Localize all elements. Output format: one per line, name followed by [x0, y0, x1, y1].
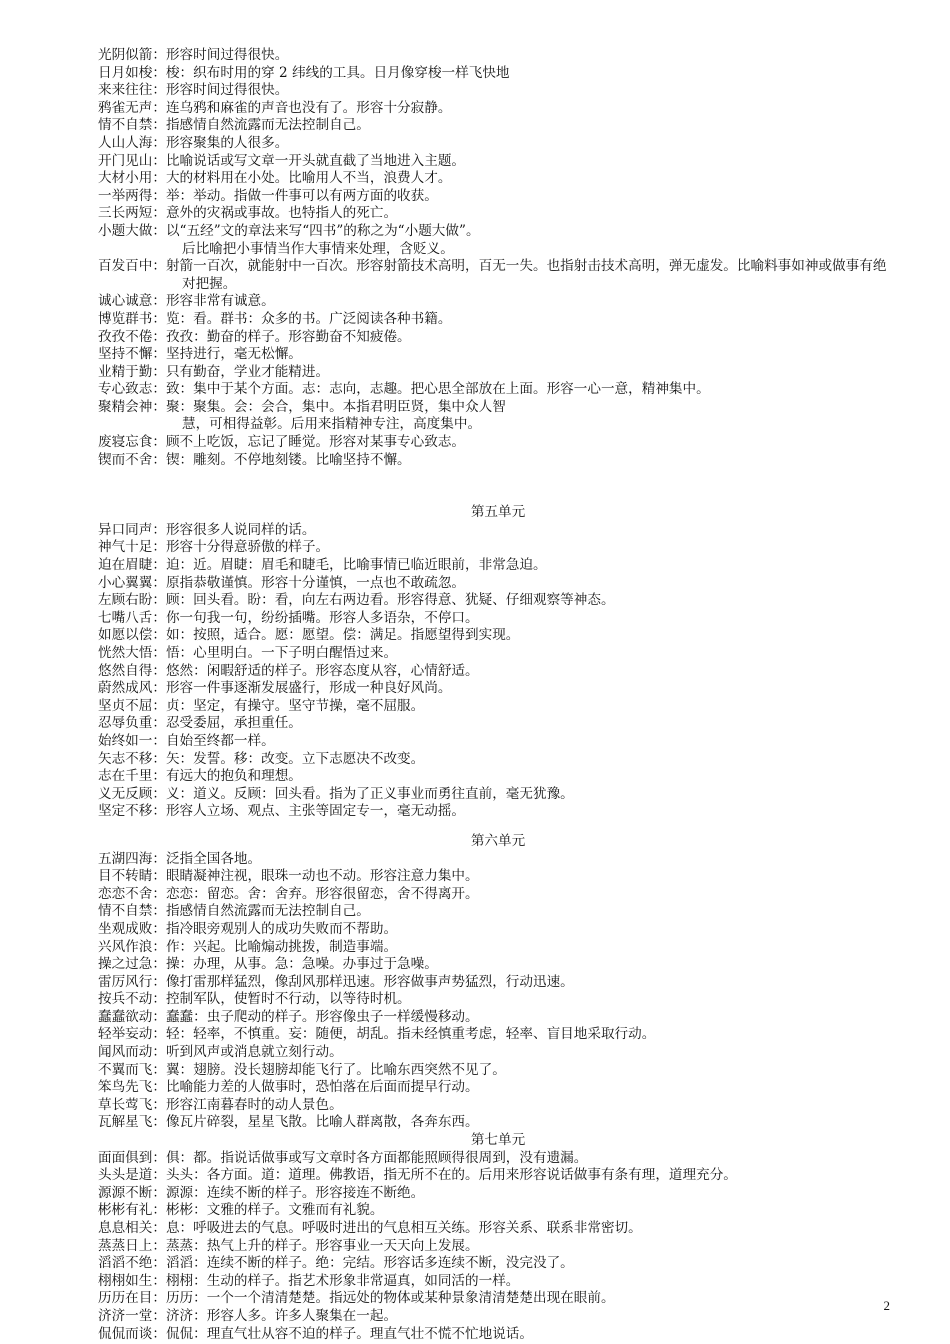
idiom-entry: 滔滔不绝：滔滔：连续不断的样子。绝：完结。形容话多连续不断，没完没了。 [98, 1255, 574, 1272]
idiom-entry: 义无反顾：义：道义。反顾：回头看。指为了正义事业而勇往直前，毫无犹豫。 [98, 785, 574, 802]
idiom-entry: 侃侃而谈：侃侃：理直气壮从容不迫的样子。理直气壮不慌不忙地说话。 [98, 1325, 533, 1342]
idiom-entry: 一举两得：举：举动。指做一件事可以有两方面的收获。 [98, 187, 438, 204]
section-unit-6 [98, 833, 898, 1132]
idiom-entry: 光阴似箭：形容时间过得很快。 [98, 47, 289, 63]
idiom-entry: 不翼而飞：翼：翅膀。没长翅膀却能飞行了。比喻东西突然不见了。 [98, 1061, 506, 1078]
idiom-entry: 日月如梭：梭：织布时用的穿 2 纬线的工具。日月像穿梭一样飞快地 [98, 64, 510, 81]
idiom-entry-continuation: 慧，可相得益彰。后用来指精神专注，高度集中。 [182, 416, 482, 433]
idiom-entry: 百发百中：射箭一百次，就能射中一百次。形容射箭技术高明，百无一失。也指射击技术高明，弹无虚发。比喻料事如神或做事有绝对把握。 [98, 258, 887, 292]
idiom-entry: 专心致志：致：集中于某个方面。志：志向，志趣。把心思全部放在上面。形容一心一意，精神集中。 [98, 381, 710, 398]
idiom-entry: 锲而不舍：锲：雕刻。不停地刻镂。比喻坚持不懈。 [98, 451, 411, 468]
idiom-entry: 轻举妄动：轻：轻率，不慎重。妄：随便，胡乱。指未经慎重考虑，轻率、盲目地采取行动。 [98, 1026, 656, 1043]
idiom-entry-continuation: 后比喻把小事情当作大事情来处理，含贬义。 [182, 240, 454, 257]
idiom-entry: 来来往往：形容时间过得很快。 [98, 82, 289, 99]
idiom-entry: 兴风作浪：作：兴起。比喻煽动挑拨，制造事端。 [98, 938, 398, 955]
idiom-entry: 面面俱到：俱：都。指说话做事或写文章时各方面都能照顾得很周到，没有遗漏。 [98, 1149, 588, 1166]
idiom-entry: 孜孜不倦：孜孜：勤奋的样子。形容勤奋不知疲倦。 [98, 328, 411, 345]
idiom-entry: 坚定不移：形容人立场、观点、主张等固定专一，毫无动摇。 [98, 803, 466, 820]
idiom-entry: 头头是道：头头：各方面。道：道理。佛教语，指无所不在的。后用来形容说话做事有条有理，道理充分。 [98, 1167, 737, 1184]
section-heading: 第六单元 [470, 832, 526, 849]
idiom-entry: 异口同声：形容很多人说同样的话。 [98, 521, 316, 538]
idiom-entry: 神气十足：形容十分得意骄傲的样子。 [98, 539, 330, 556]
idiom-entry: 小题大做：以“五经”文的章法来写“四书”的称之为“小题大做”。 [98, 222, 480, 239]
idiom-entry: 聚精会神：聚：聚集。会：会合，集中。本指君明臣贤，集中众人智 [98, 398, 506, 415]
idiom-entry: 坚贞不屈：贞：坚定，有操守。坚守节操，毫不屈服。 [98, 697, 425, 714]
document-page [98, 47, 898, 1343]
section-heading: 第七单元 [470, 1132, 526, 1149]
section-heading: 第五单元 [470, 504, 526, 521]
section-continued [98, 47, 898, 469]
idiom-entry: 蒸蒸日上：蒸蒸：热气上升的样子。形容事业一天天向上发展。 [98, 1237, 479, 1254]
idiom-entry: 恍然大悟：悟：心里明白。一下子明白醒悟过来。 [98, 645, 398, 661]
idiom-entry: 左顾右盼：顾：回头看。盼：看，向左右两边看。形容得意、犹疑、仔细观察等神态。 [98, 592, 615, 609]
idiom-entry: 济济一堂：济济：形容人多。许多人聚集在一起。 [98, 1307, 398, 1324]
idiom-entry: 博览群书：览：看。群书：众多的书。广泛阅读各种书籍。 [98, 310, 452, 327]
idiom-entry: 五湖四海：泛指全国各地。 [98, 850, 262, 867]
idiom-entry: 雷厉风行：像打雷那样猛烈，像刮风那样迅速。形容做事声势猛烈，行动迅速。 [98, 973, 574, 990]
idiom-entry: 按兵不动：控制军队，使暂时不行动，以等待时机。 [98, 991, 411, 1008]
idiom-entry: 情不自禁：指感情自然流露而无法控制自己。 [98, 903, 370, 920]
section-unit-5 [98, 504, 898, 821]
idiom-entry: 迫在眉睫：迫：近。眉睫：眉毛和睫毛，比喻事情已临近眼前，非常急迫。 [98, 557, 547, 574]
idiom-entry: 草长莺飞：形容江南暮春时的动人景色。 [98, 1096, 343, 1113]
idiom-entry: 矢志不移：矢：发誓。移：改变。立下志愿决不改变。 [98, 750, 425, 767]
idiom-entry: 坚持不懈：坚持进行，毫无松懈。 [98, 346, 302, 363]
idiom-entry: 蔚然成风：形容一件事逐渐发展盛行，形成一种良好风尚。 [98, 680, 452, 697]
idiom-entry: 七嘴八舌：你一句我一句，纷纷插嘴。形容人多语杂，不停口。 [98, 609, 479, 626]
idiom-entry: 业精于勤：只有勤奋，学业才能精进。 [98, 363, 330, 380]
idiom-entry: 情不自禁：指感情自然流露而无法控制自己。 [98, 117, 370, 134]
idiom-entry: 笨鸟先飞：比喻能力差的人做事时，恐怕落在后面而提早行动。 [98, 1079, 479, 1096]
idiom-entry: 恋恋不舍：恋恋：留恋。舍：舍弃。形容很留恋，舍不得离开。 [98, 885, 479, 902]
idiom-entry: 诚心诚意：形容非常有诚意。 [98, 293, 275, 310]
idiom-entry: 三长两短：意外的灾祸或事故。也特指人的死亡。 [98, 205, 398, 222]
idiom-entry: 彬彬有礼：彬彬：文雅的样子。文雅而有礼貌。 [98, 1202, 384, 1219]
idiom-entry: 悠然自得：悠然：闲暇舒适的样子。形容态度从容，心情舒适。 [98, 662, 479, 679]
idiom-entry: 大材小用：大的材料用在小处。比喻用人不当，浪费人才。 [98, 170, 452, 187]
idiom-entry: 开门见山：比喻说话或写文章一开头就直截了当地进入主题。 [98, 152, 466, 169]
idiom-entry: 操之过急：操：办理，从事。急：急噪。办事过于急噪。 [98, 956, 438, 973]
idiom-entry: 小心翼翼：原指恭敬谨慎。形容十分谨慎，一点也不敢疏忽。 [98, 574, 466, 591]
section-unit-7 [98, 1132, 898, 1343]
idiom-entry: 人山人海：形容聚集的人很多。 [98, 134, 289, 151]
idiom-entry: 志在千里：有远大的抱负和理想。 [98, 768, 302, 785]
idiom-entry: 鸦雀无声：连乌鸦和麻雀的声音也没有了。形容十分寂静。 [98, 99, 452, 116]
idiom-entry: 历历在目：历历：一个一个清清楚楚。指远处的物体或某种景象清清楚楚出现在眼前。 [98, 1290, 615, 1307]
idiom-entry: 息息相关：息：呼吸进去的气息。呼吸时进出的气息相互关练。形容关系、联系非常密切。 [98, 1220, 642, 1236]
idiom-entry: 忍辱负重：忍受委屈，承担重任。 [98, 715, 302, 732]
idiom-entry: 蠢蠢欲动：蠢蠢：虫子爬动的样子。形容像虫子一样缓慢移动。 [98, 1008, 479, 1025]
idiom-entry: 闻风而动：听到风声或消息就立刻行动。 [98, 1044, 343, 1061]
idiom-entry: 栩栩如生：栩栩：生动的样子。指艺术形象非常逼真，如同活的一样。 [98, 1272, 520, 1289]
idiom-entry: 如愿以偿：如：按照，适合。愿：愿望。偿：满足。指愿望得到实现。 [98, 627, 520, 644]
idiom-entry: 瓦解星飞：像瓦片碎裂，星星飞散。比喻人群离散，各奔东西。 [98, 1114, 479, 1131]
idiom-entry: 目不转睛：眼睛凝神注视，眼珠一动也不动。形容注意力集中。 [98, 868, 479, 885]
page-number: 2 [883, 1298, 890, 1313]
idiom-entry: 废寝忘食：顾不上吃饭，忘记了睡觉。形容对某事专心致志。 [98, 434, 466, 451]
idiom-entry: 源源不断：源源：连续不断的样子。形容接连不断绝。 [98, 1184, 425, 1201]
idiom-entry: 坐观成败：指冷眼旁观别人的成功失败而不帮助。 [98, 920, 398, 937]
idiom-entry: 始终如一：自始至终都一样。 [98, 732, 275, 749]
